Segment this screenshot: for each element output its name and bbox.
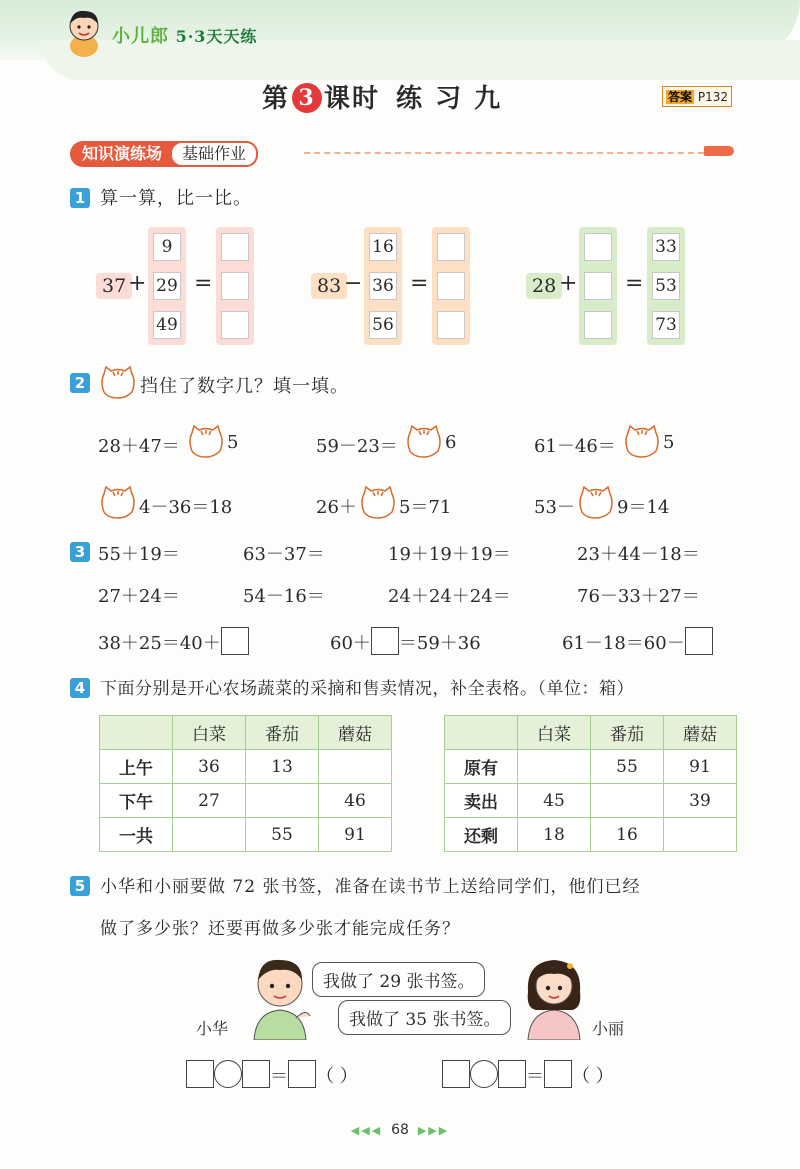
question-number-4: 4 (70, 678, 90, 698)
table-cell: 91 (664, 750, 737, 784)
table-cell: 55 (246, 818, 319, 852)
q1-cell: 53 (652, 272, 680, 300)
name-xiaohua: 小华 (196, 1019, 229, 1038)
table-row (100, 784, 392, 818)
equals-sign: ＝ (270, 1066, 288, 1087)
q3-item: 27＋24＝ (98, 586, 180, 607)
answer-reference (662, 86, 732, 107)
sales-table (444, 715, 737, 852)
q3-fill-item (562, 627, 713, 655)
section-banner (70, 141, 258, 167)
tiger-icon (404, 423, 444, 459)
question-number-3: 3 (70, 542, 90, 562)
q1-answer-box[interactable] (221, 311, 249, 339)
q3-item: 63－37＝ (243, 544, 325, 565)
brand (112, 22, 257, 48)
table-header-cell: 蘑菇 (664, 716, 737, 750)
table-row-label: 卖出 (445, 784, 518, 818)
answer-box[interactable] (186, 1060, 214, 1088)
table-cell: 16 (591, 818, 664, 852)
table-cell-blank[interactable] (591, 784, 664, 818)
answer-box[interactable] (442, 1060, 470, 1088)
q1-group3-op: + (559, 271, 578, 296)
table-row (445, 750, 737, 784)
q3-item: 23＋44－18＝ (577, 544, 700, 565)
banner-divider (304, 152, 704, 154)
table-cell: 45 (518, 784, 591, 818)
table-row (445, 818, 737, 852)
right-arrows-icon: ▶▶▶ (417, 1124, 450, 1137)
q3-item: 19＋19＋19＝ (388, 544, 511, 565)
question-number-5: 5 (70, 876, 90, 896)
q2-item-pre: 59－23＝ (316, 436, 398, 457)
table-cell: 18 (518, 818, 591, 852)
q1-group3-eq: = (625, 271, 644, 296)
answer-box[interactable] (288, 1060, 316, 1088)
table-cell-blank[interactable] (518, 750, 591, 784)
q2-item-post: 5 (663, 432, 675, 453)
q1-answer-box[interactable] (221, 233, 249, 261)
q1-group2-middle-column (364, 227, 402, 345)
q2-item-post: 4－36＝18 (139, 497, 233, 518)
table-row-label: 还剩 (445, 818, 518, 852)
table-row-label: 一共 (100, 818, 173, 852)
q1-group3-middle-column (579, 227, 617, 345)
speech-bubble-xiaoli: 我做了 35 张书签。 (338, 1000, 511, 1035)
table-cell: 46 (319, 784, 392, 818)
tiger-icon (98, 484, 138, 520)
q1-cell: 9 (153, 233, 181, 261)
question-number-2: 2 (70, 373, 90, 393)
q1-group1-answer-column (216, 227, 254, 345)
left-arrows-icon: ◀◀◀ (350, 1124, 383, 1137)
table-cell: 39 (664, 784, 737, 818)
banner-main: 知识演练场 (82, 144, 163, 163)
q2-item (534, 432, 616, 458)
q1-cell: 16 (369, 233, 397, 261)
brand-series: 5·3天天练 (175, 27, 258, 46)
q3-fill-pre: 38＋25＝40＋ (98, 633, 221, 654)
table-row (100, 750, 392, 784)
table-header-row (445, 716, 737, 750)
table-header-cell: 白菜 (518, 716, 591, 750)
brand-logo: 小儿郎 (112, 26, 169, 47)
answer-box[interactable] (685, 627, 713, 655)
unit-blank[interactable]: （ ） (572, 1066, 614, 1087)
answer-page: P132 (697, 90, 728, 104)
q5-answer-row-1 (186, 1060, 358, 1088)
title-post: 课时 (324, 84, 381, 114)
table-cell: 13 (246, 750, 319, 784)
q1-group1-left: 37 (96, 273, 132, 299)
table-cell: 55 (591, 750, 664, 784)
q1-cell: 56 (369, 311, 397, 339)
answer-box[interactable] (371, 627, 399, 655)
tiger-icon (186, 423, 226, 459)
table-cell: 27 (173, 784, 246, 818)
table-cell-blank[interactable] (319, 750, 392, 784)
table-header-cell (445, 716, 518, 750)
q3-item: 55＋19＝ (98, 544, 180, 565)
table-header-cell (100, 716, 173, 750)
banner-sub: 基础作业 (170, 141, 258, 167)
q1-answer-box[interactable] (437, 233, 465, 261)
q1-cell: 33 (652, 233, 680, 261)
question-5-text-line2: 做了多少张？还要再做多少张才能完成任务？ (100, 919, 460, 939)
q2-item-pre: 26＋ (316, 497, 357, 518)
answer-box[interactable] (544, 1060, 572, 1088)
question-1-text: 算一算，比一比。 (100, 188, 252, 209)
page-footer (0, 1122, 800, 1138)
table-cell: 36 (173, 750, 246, 784)
table-row (100, 818, 392, 852)
q1-cell: 29 (153, 272, 181, 300)
q2-item-pre: 28＋47＝ (98, 436, 180, 457)
page-number: 68 (391, 1122, 409, 1138)
speech-bubble-xiaohua: 我做了 29 张书签。 (312, 962, 485, 997)
q3-fill-item (330, 627, 481, 655)
table-cell-blank[interactable] (173, 818, 246, 852)
q1-answer-box[interactable] (584, 233, 612, 261)
table-row-label: 上午 (100, 750, 173, 784)
q1-answer-box[interactable] (221, 272, 249, 300)
tiger-icon (622, 423, 662, 459)
title-lesson-number: 3 (292, 83, 322, 113)
q2-item-post: 5＝71 (399, 497, 452, 518)
q1-group3-right-column (647, 227, 685, 345)
lesson-title (262, 78, 502, 115)
name-xiaoli: 小丽 (592, 1019, 625, 1038)
q3-item: 54－16＝ (243, 586, 325, 607)
unit-blank[interactable]: （ ） (316, 1066, 358, 1087)
harvest-table (99, 715, 392, 852)
table-header-cell: 蘑菇 (319, 716, 392, 750)
answer-box[interactable] (498, 1060, 526, 1088)
q3-item: 24＋24＋24＝ (388, 586, 511, 607)
pencil-icon (704, 146, 734, 156)
question-5-text-line1: 小华和小丽要做 72 张书签，准备在读书节上送给同学们，他们已经 (100, 877, 641, 897)
table-header-row (100, 716, 392, 750)
q2-item-post: 6 (445, 432, 457, 453)
operator-circle[interactable] (214, 1060, 242, 1088)
q1-group1-eq: = (194, 271, 213, 296)
answer-label: 答案 (668, 90, 693, 104)
q2-item-post: 5 (227, 432, 239, 453)
tiger-icon (98, 364, 138, 400)
q3-fill-item (98, 627, 249, 655)
q1-group2-left: 83 (311, 273, 347, 299)
q1-answer-box[interactable] (437, 311, 465, 339)
q1-group1-middle-column (148, 227, 186, 345)
table-header-cell: 番茄 (246, 716, 319, 750)
q1-group3-left: 28 (526, 273, 562, 299)
table-cell: 91 (319, 818, 392, 852)
q1-cell: 73 (652, 311, 680, 339)
q2-item-post: 9＝14 (617, 497, 670, 518)
q2-item (98, 432, 180, 458)
q1-answer-box[interactable] (437, 272, 465, 300)
q3-item: 76－33＋27＝ (577, 586, 700, 607)
answer-box[interactable] (242, 1060, 270, 1088)
question-number-1: 1 (70, 188, 90, 208)
q1-answer-box[interactable] (584, 272, 612, 300)
boy-xiaohua-illustration (240, 952, 320, 1040)
q1-group2-op: − (344, 271, 363, 296)
q3-fill-pre: 60＋ (330, 633, 371, 654)
table-cell-blank[interactable] (664, 818, 737, 852)
q3-fill-pre: 61－18＝60－ (562, 633, 685, 654)
table-row (445, 784, 737, 818)
tiger-icon (576, 484, 616, 520)
q1-group2-answer-column (432, 227, 470, 345)
title-name: 练 习 九 (396, 84, 503, 114)
mascot-icon (62, 6, 106, 58)
q1-answer-box[interactable] (584, 311, 612, 339)
q1-group1-op: + (128, 271, 147, 296)
q5-answer-row-2 (442, 1060, 614, 1088)
q1-cell: 49 (153, 311, 181, 339)
q2-item (316, 432, 398, 458)
title-pre: 第 (262, 84, 291, 114)
table-cell-blank[interactable] (246, 784, 319, 818)
q2-item-pre: 53－ (534, 497, 575, 518)
tiger-icon (358, 484, 398, 520)
question-2-text: 挡住了数字几？填一填。 (140, 376, 349, 397)
q2-item-pre: 61－46＝ (534, 436, 616, 457)
q1-group2-eq: = (410, 271, 429, 296)
girl-xiaoli-illustration (518, 952, 590, 1040)
table-header-cell: 白菜 (173, 716, 246, 750)
q1-cell: 36 (369, 272, 397, 300)
table-row-label: 下午 (100, 784, 173, 818)
table-header-cell: 番茄 (591, 716, 664, 750)
equals-sign: ＝ (526, 1066, 544, 1087)
answer-box[interactable] (221, 627, 249, 655)
question-4-text: 下面分别是开心农场蔬菜的采摘和售卖情况，补全表格。（单位：箱） (100, 679, 634, 699)
q3-fill-post: ＝59＋36 (398, 633, 481, 654)
operator-circle[interactable] (470, 1060, 498, 1088)
table-row-label: 原有 (445, 750, 518, 784)
